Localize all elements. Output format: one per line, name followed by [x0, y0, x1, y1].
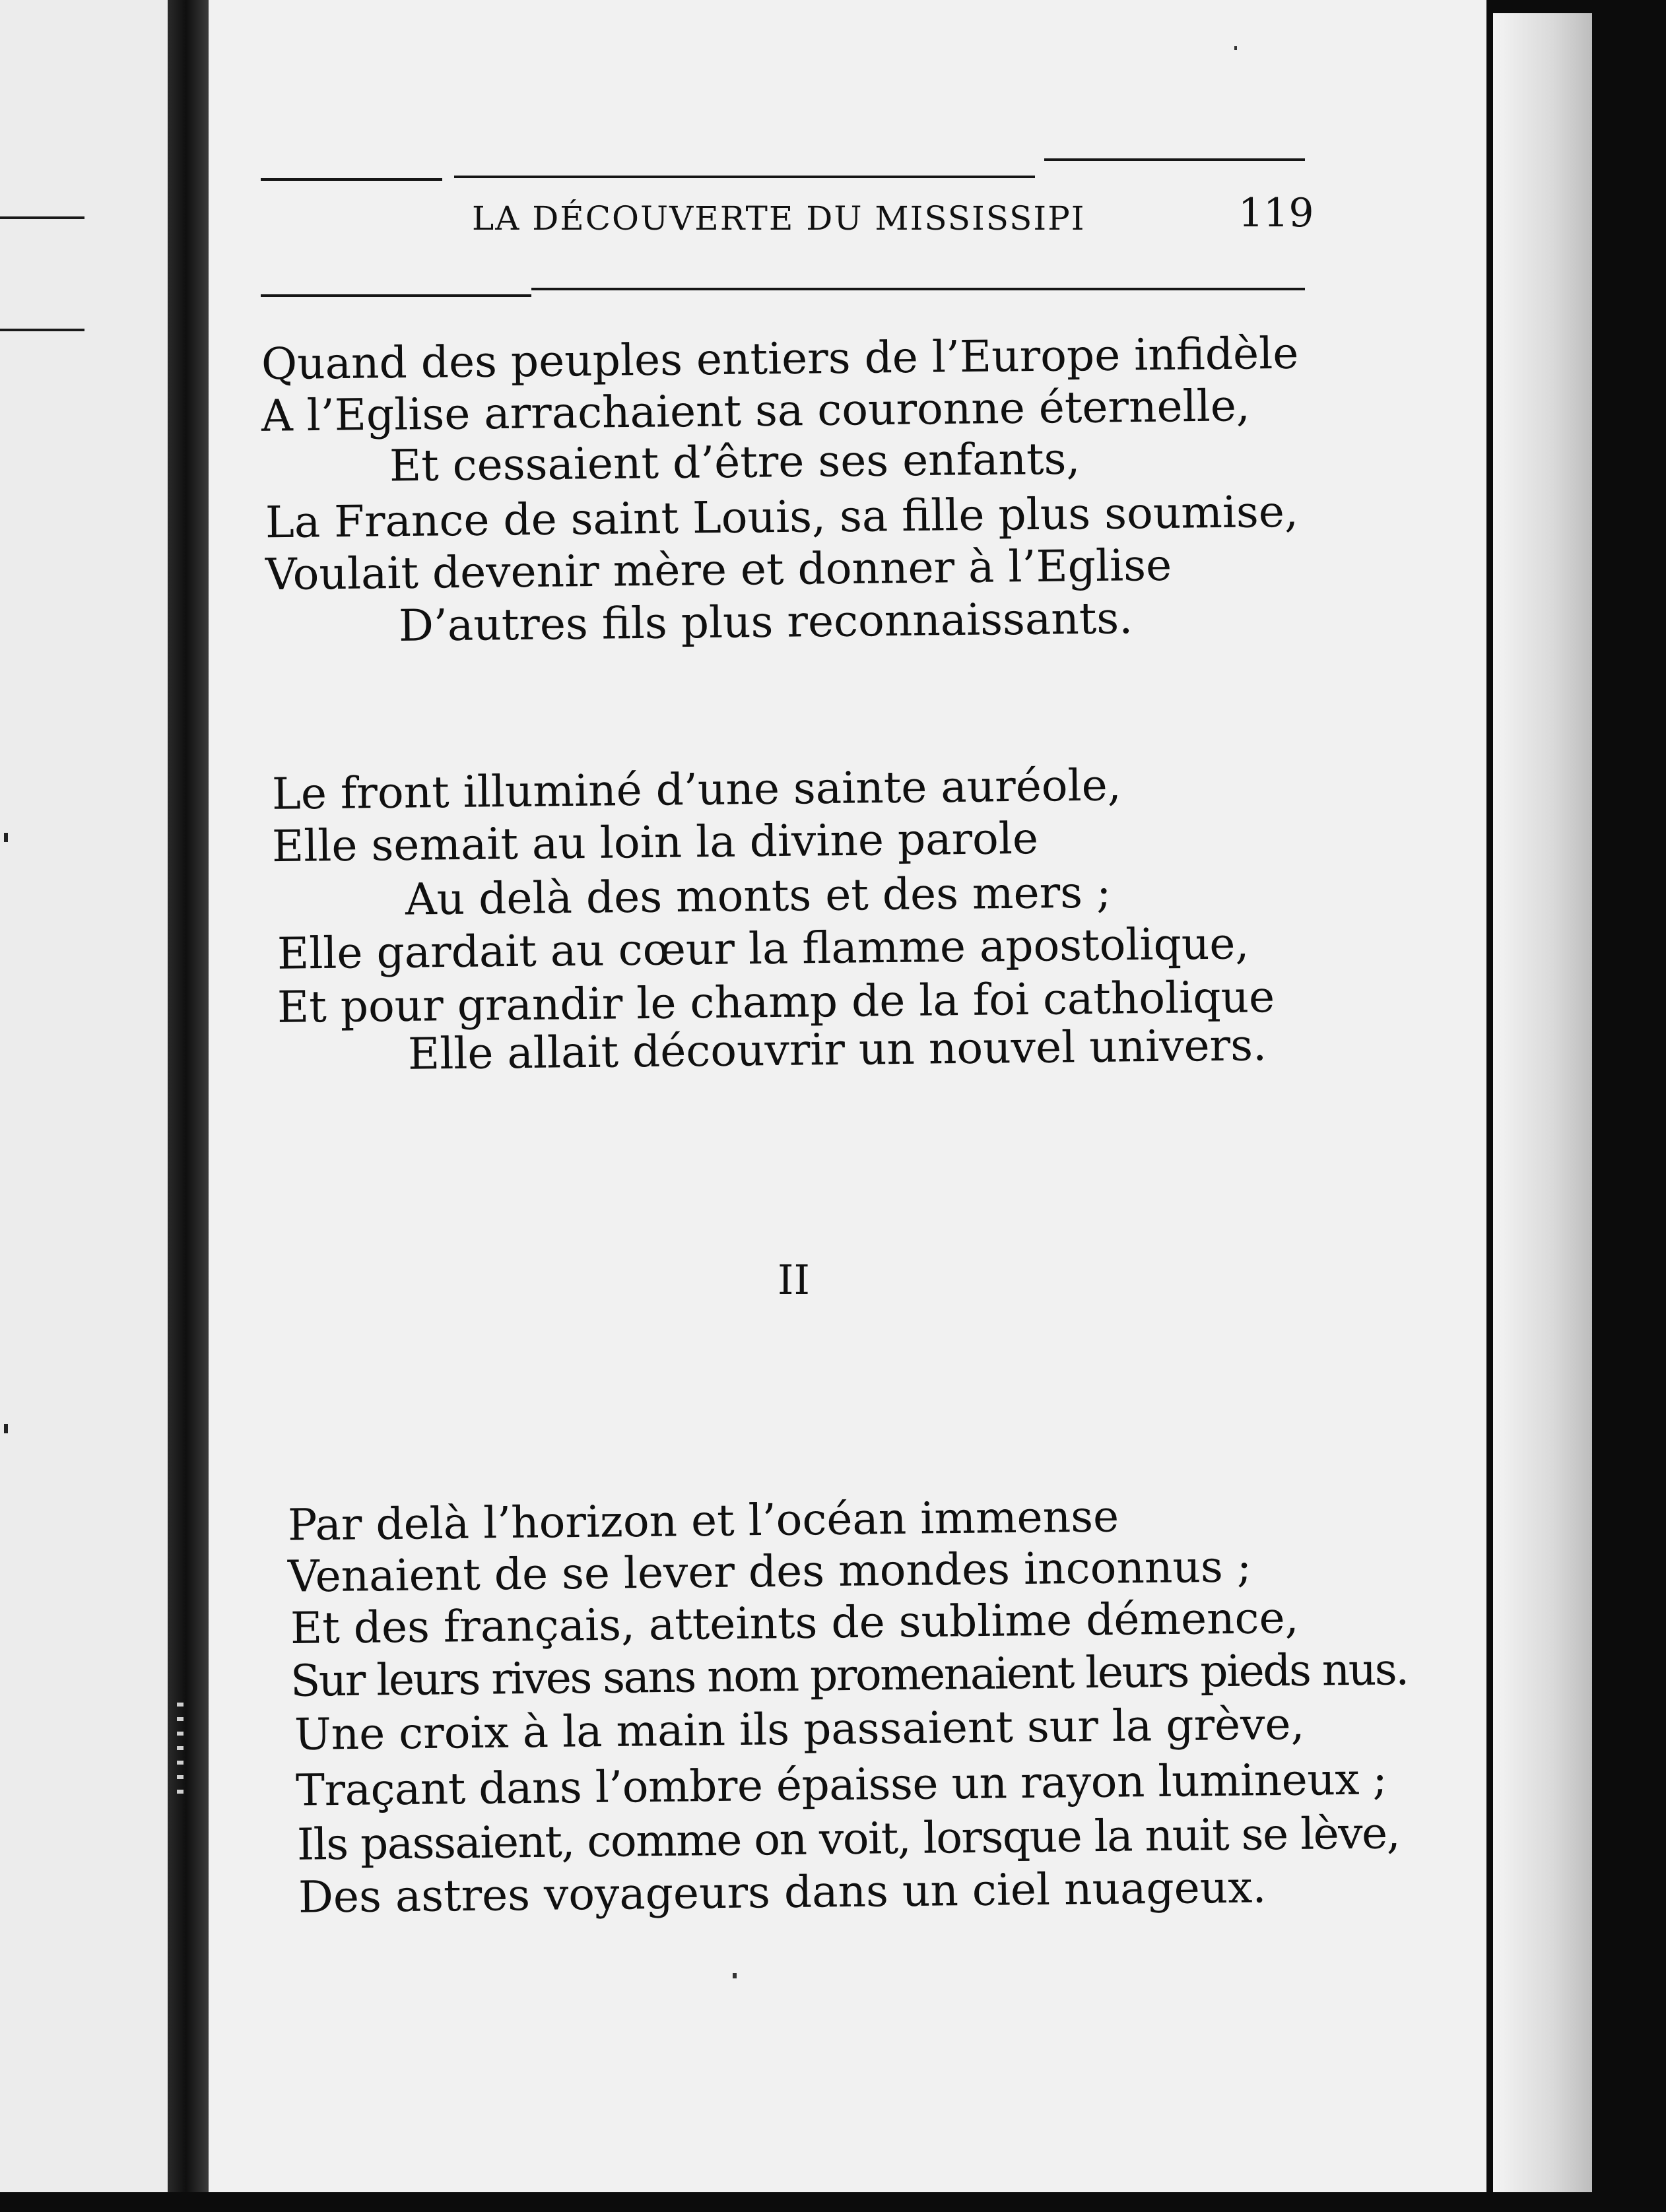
left-page-rule	[0, 329, 84, 331]
poem-line: La France de saint Louis, sa fille plus soumise,	[265, 486, 1299, 548]
poem-line: Voulait devenir mère et donner à l’Eglise	[265, 539, 1172, 601]
ink-speck	[1234, 46, 1237, 50]
poem-line: Quand des peuples entiers de l’Europe infidèle	[261, 327, 1299, 390]
poem-line: Elle semait au loin la divine parole	[271, 812, 1039, 872]
left-page-mark	[4, 833, 8, 842]
book-binding-gutter	[168, 0, 209, 2212]
poem-line: Ils passaient, comme on voit, lorsque la nuit se lève,	[296, 1807, 1400, 1870]
poem-line: A l’Eglise arrachaient sa couronne éternelle,	[261, 380, 1251, 441]
poem-line: Le front illuminé d’une sainte auréole,	[271, 760, 1122, 820]
poem-line: Au delà des monts et des mers ;	[405, 866, 1112, 925]
left-page-rule	[0, 216, 84, 219]
gutter-stitching	[177, 1703, 183, 1802]
header-bottom-rule	[531, 288, 1305, 290]
page-edge-stack	[1493, 13, 1592, 2199]
section-number: II	[778, 1256, 810, 1304]
poem-line: D’autres fils plus reconnaissants.	[398, 593, 1133, 651]
poem-line: Traçant dans l’ombre épaisse un rayon lumineux ;	[295, 1753, 1387, 1816]
bottom-scan-border	[0, 2192, 1666, 2212]
poem-line: Venaient de se lever des mondes inconnus ;	[287, 1541, 1252, 1602]
poem-line: Et des français, atteints de sublime démence,	[290, 1592, 1299, 1654]
poem-line: Sur leurs rives sans nom promenaient leurs pieds nus.	[290, 1644, 1409, 1707]
poem-line: Des astres voyageurs dans un ciel nuageux.	[298, 1862, 1267, 1923]
poem-line: Et cessaient d’être ses enfants,	[389, 433, 1081, 492]
poem-line: Elle gardait au cœur la flamme apostolique,	[277, 918, 1250, 979]
page-number: 119	[1238, 190, 1314, 236]
poem-line: Une croix à la main ils passaient sur la grève,	[294, 1698, 1305, 1761]
header-top-rule	[454, 176, 1035, 178]
header-top-rule	[261, 178, 442, 181]
header-top-rule	[1044, 158, 1305, 161]
poem-line: Par delà l’horizon et l’océan immense	[287, 1491, 1119, 1551]
poem-line: Et pour grandir le champ de la foi catholique	[277, 971, 1275, 1033]
header-bottom-rule	[261, 294, 531, 297]
running-title: LA DÉCOUVERTE DU MISSISSIPI	[472, 199, 1086, 238]
left-facing-page-edge	[0, 0, 173, 2212]
poem-line: Elle allait découvrir un nouvel univers.	[407, 1020, 1267, 1080]
left-page-mark	[4, 1424, 8, 1433]
ink-speck	[733, 1973, 737, 1978]
